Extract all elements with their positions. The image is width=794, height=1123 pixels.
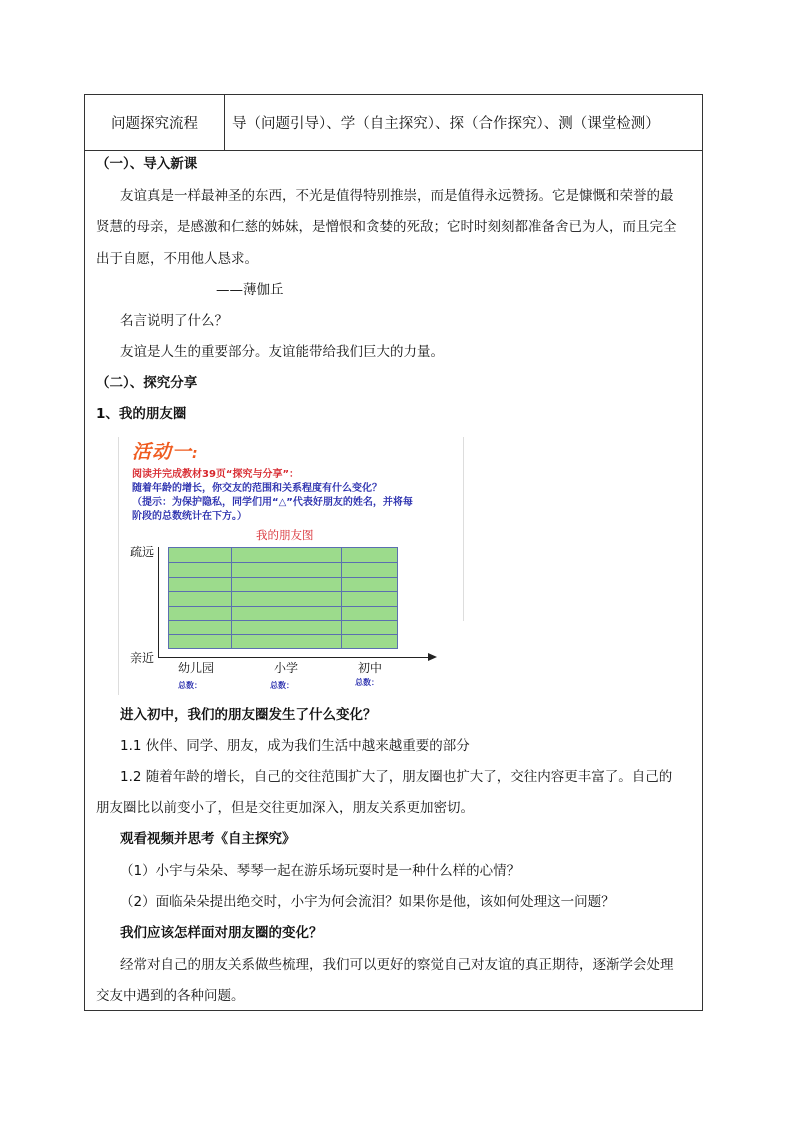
- grid-line: [169, 562, 397, 563]
- figure-border-left: [118, 437, 119, 695]
- section-2-title: （二）、探究分享: [96, 375, 198, 391]
- video-question-1: （1）小宇与朵朵、琴琴一起在游乐场玩耍时是一种什么样的心情？: [120, 863, 521, 879]
- figure-border-right: [463, 437, 464, 621]
- quote-line-2: 贤慧的母亲，是感激和仁慈的姊妹，是憎恨和贪婪的死敌；它时时刻刻都准备舍已为人，而且完全: [96, 219, 677, 235]
- grid-line: [169, 606, 397, 607]
- section-1-title: （一）、导入新课: [96, 156, 198, 172]
- x-axis-arrow: [428, 653, 437, 661]
- total-label-kindergarten: 总数：: [178, 681, 202, 690]
- question-1: 名言说明了什么？: [120, 313, 228, 329]
- activity-line-2: 随着年龄的增长，你交友的范围和关系程度有什么变化？: [132, 483, 382, 494]
- y-axis-top-label: 疏远: [130, 545, 155, 559]
- point-1-2-line-2: 朋友圈比以前变小了，但是交往更加深入，朋友关系更加密切。: [96, 800, 474, 816]
- activity-figure: [118, 437, 464, 695]
- chart-title: 我的朋友图: [256, 528, 314, 542]
- video-task-title: 观看视频并思考《自主探究》: [120, 831, 296, 847]
- point-1-1: 1.1 伙伴、同学、朋友，成为我们生活中越来越重要的部分: [120, 738, 470, 754]
- quote-author: ——薄伽丘: [216, 282, 284, 298]
- grid-line: [169, 591, 397, 592]
- total-label-primary: 总数：: [270, 681, 294, 690]
- activity-title: 活动一:: [132, 441, 199, 463]
- quote-line-1: 友谊真是一样最神圣的东西，不光是值得特别推崇，而是值得永远赞扬。它是慷慨和荣誉的最: [120, 188, 674, 204]
- grid-line: [341, 548, 342, 648]
- question-2: 进入初中，我们的朋友圈发生了什么变化？: [120, 707, 377, 723]
- subsection-1-title: 1、我的朋友圈: [96, 406, 187, 422]
- x-label-kindergarten: 幼儿园: [178, 661, 215, 675]
- activity-line-3: （提示：为保护隐私，同学们用“△”代表好朋友的姓名，并将每: [132, 497, 413, 508]
- grid-line: [169, 620, 397, 621]
- x-label-primary: 小学: [274, 661, 299, 675]
- x-label-junior: 初中: [358, 661, 383, 675]
- total-label-junior: 总数：: [355, 678, 379, 687]
- header-left-cell: 问题探究流程: [85, 95, 225, 150]
- video-question-2: （2）面临朵朵提出绝交时，小宇为何会流泪？如果你是他，该如何处理这一问题？: [120, 894, 615, 910]
- answer-3-line-2: 交友中遇到的各种问题。: [96, 988, 245, 1004]
- activity-line-1: 阅读并完成教材39页“探究与分享”：: [132, 469, 300, 480]
- grid-line: [169, 634, 397, 635]
- activity-line-4: 阶段的总数统计在下方。）: [132, 511, 247, 522]
- y-axis-bottom-label: 亲近: [130, 651, 155, 665]
- friend-grid: [168, 547, 398, 649]
- header-row: [85, 95, 702, 151]
- quote-line-3: 出于自愿，不用他人恳求。: [96, 251, 258, 267]
- point-1-2-line-1: 1.2 随着年龄的增长，自己的交往范围扩大了，朋友圈也扩大了，交往内容更丰富了。自己的: [120, 769, 673, 785]
- question-3: 我们应该怎样面对朋友圈的变化？: [120, 925, 323, 941]
- x-axis: [158, 657, 430, 658]
- answer-3-line-1: 经常对自己的朋友关系做些梳理，我们可以更好的察觉自己对友谊的真正期待，逐渐学会处理: [120, 957, 674, 973]
- y-axis: [158, 547, 159, 657]
- grid-line: [231, 548, 232, 648]
- header-right-cell: 导（问题引导）、学（自主探究）、探（合作探究）、测（课堂检测）: [232, 116, 660, 132]
- grid-line: [169, 577, 397, 578]
- answer-1: 友谊是人生的重要部分。友谊能带给我们巨大的力量。: [120, 344, 444, 360]
